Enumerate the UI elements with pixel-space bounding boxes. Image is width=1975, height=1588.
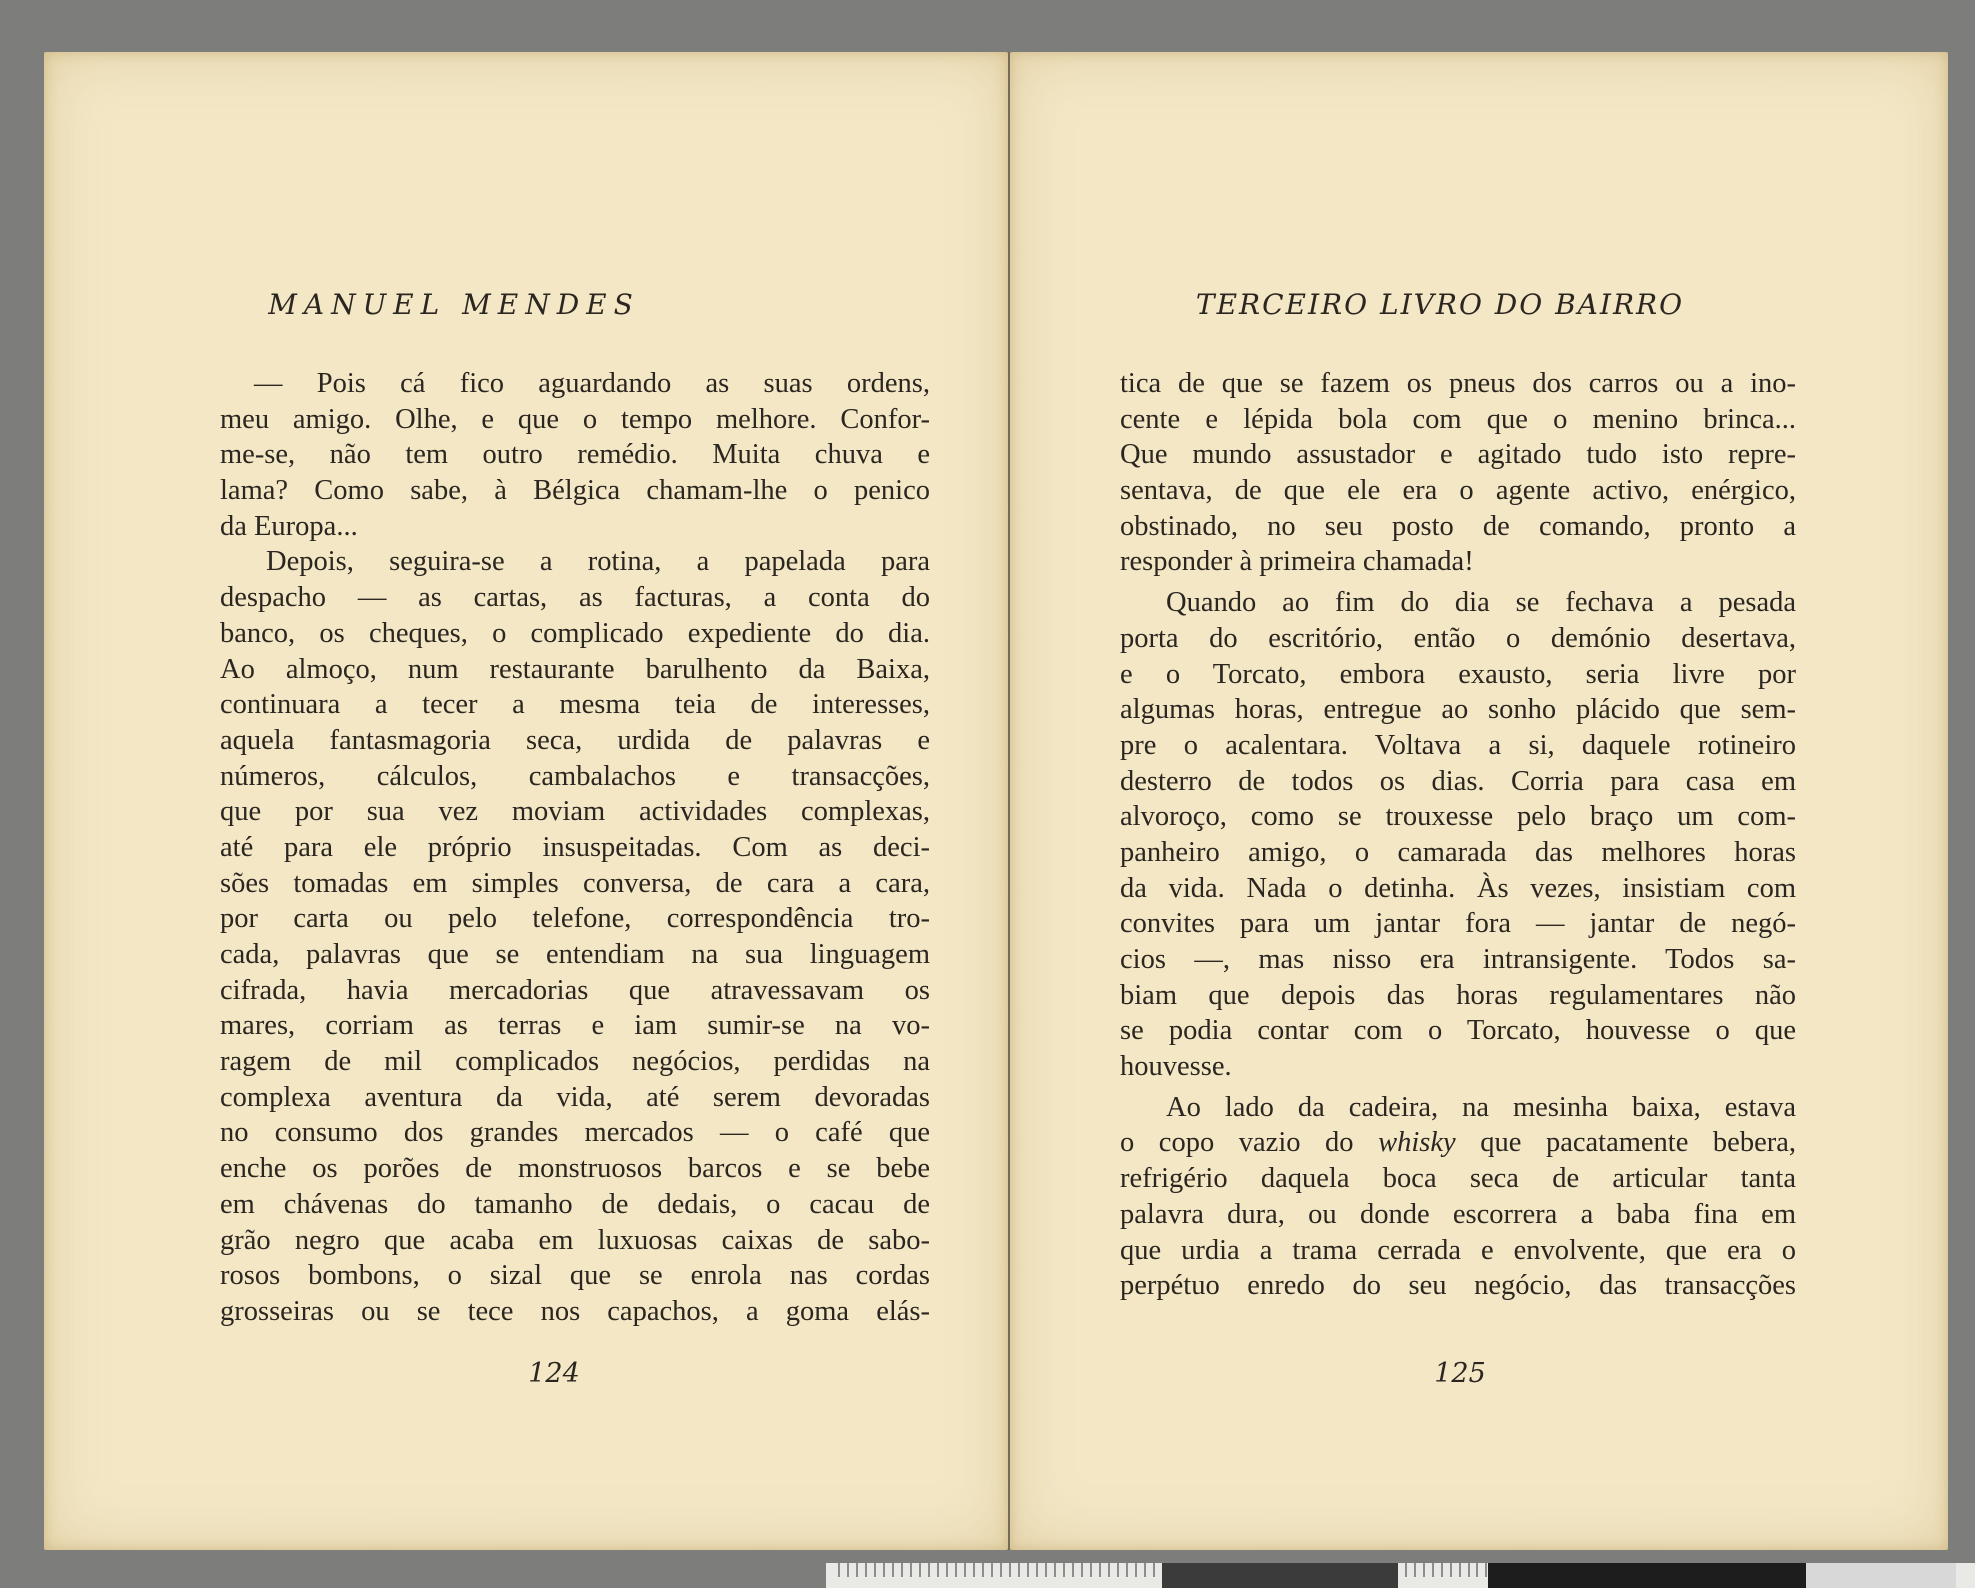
text-line: palavra dura, ou donde escorrera a baba fina em [1120, 1198, 1796, 1230]
text-line: rosos bombons, o sizal que se enrola nas cordas [220, 1260, 930, 1292]
text-line: sentava, de que ele era o agente activo, enérgico, [1120, 475, 1796, 507]
text-line: pre o acalentara. Voltava a si, daquele rotineiro [1120, 729, 1796, 761]
text-line: e o Torcato, embora exausto, seria livre por [1120, 658, 1796, 690]
text-line: algumas horas, entregue ao sonho plácido que sem- [1120, 694, 1796, 726]
text-line: sões tomadas em simples conversa, de cara a cara, [220, 867, 930, 899]
text-line: refrigério daquela boca seca de articular tanta [1120, 1163, 1796, 1195]
text-line: desterro de todos os dias. Corria para casa em [1120, 765, 1796, 797]
scale-ruler [826, 1563, 1975, 1588]
text-line: perpétuo enredo do seu negócio, das transacções [1120, 1270, 1796, 1302]
running-head-title: TERCEIRO LIVRO DO BAIRRO [1195, 288, 1685, 321]
text-line: mares, corriam as terras e iam sumir-se na vo- [220, 1010, 930, 1042]
text-line: que por sua vez moviam actividades complexas, [220, 796, 930, 828]
text-line: aquela fantasmagoria seca, urdida de palavras e [220, 724, 930, 756]
left-page [44, 52, 1008, 1550]
running-head-author: MANUEL MENDES [268, 288, 640, 321]
text-line: cada, palavras que se entendiam na sua linguagem [220, 939, 930, 970]
text-line: continuara a tecer a mesma teia de interesses, [220, 689, 930, 721]
text-line: da vida. Nada o detinha. Às vezes, insistiam com [1120, 872, 1796, 904]
text-line: despacho — as cartas, as facturas, a conta do [220, 582, 930, 614]
text-line: da Europa... [220, 510, 358, 542]
text-line: — Pois cá fico aguardando as suas ordens, [254, 368, 930, 399]
text-line: obstinado, no seu posto de comando, pronto a [1120, 510, 1796, 542]
page-number: 124 [528, 1358, 580, 1389]
text-line: números, cálculos, cambalachos e transacções, [220, 760, 930, 792]
text-line: grosseiras ou se tece nos capachos, a goma elás- [220, 1295, 930, 1327]
text-line: cente e lépida bola com que o menino brinca... [1120, 403, 1796, 435]
left-page-body [220, 366, 930, 1330]
text-line: em chávenas do tamanho de dedais, o cacau de [220, 1188, 930, 1220]
text-line: meu amigo. Olhe, e que o tempo melhore. Confor- [220, 403, 930, 435]
text-line: alvoroço, como se trouxesse pelo braço um com- [1120, 801, 1796, 833]
gray-patch [1162, 1563, 1398, 1588]
text-line: lama? Como sabe, à Bélgica chamam-lhe o penico [220, 475, 930, 507]
right-page-body [1120, 366, 1796, 1304]
text-line: Depois, seguira-se a rotina, a papelada para [266, 546, 930, 578]
white-patch [1806, 1563, 1956, 1588]
text-line: que urdia a trama cerrada e envolvente, que era o [1120, 1234, 1796, 1266]
text-line: convites para um jantar fora — jantar de negó- [1120, 908, 1796, 940]
text-line: porta do escritório, então o demónio desertava, [1120, 622, 1796, 654]
text-line: o copo vazio do whisky que pacatamente bebera, [1120, 1127, 1796, 1159]
text-line: banco, os cheques, o complicado expediente do dia. [220, 617, 930, 649]
page-number: 125 [1434, 1358, 1486, 1389]
text-line: se podia contar com o Torcato, houvesse o que [1120, 1015, 1796, 1047]
text-line: por carta ou pelo telefone, correspondência tro- [220, 903, 930, 935]
black-patch [1488, 1563, 1806, 1588]
text-line: complexa aventura da vida, até serem devoradas [220, 1081, 930, 1113]
text-line: me-se, não tem outro remédio. Muita chuva e [220, 439, 930, 471]
text-line: houvesse. [1120, 1051, 1232, 1083]
text-line: no consumo dos grandes mercados — o café que [220, 1117, 930, 1149]
right-page [1010, 52, 1948, 1550]
text-line: biam que depois das horas regulamentares não [1120, 979, 1796, 1011]
text-line: ragem de mil complicados negócios, perdidas na [220, 1046, 930, 1078]
text-line: tica de que se fazem os pneus dos carros ou a ino- [1120, 368, 1796, 399]
text-line: cios —, mas nisso era intransigente. Todos sa- [1120, 944, 1796, 975]
text-line: enche os porões de monstruosos barcos e se bebe [220, 1153, 930, 1185]
text-line: grão negro que acaba em luxuosas caixas de sabo- [220, 1224, 930, 1256]
text-line: até para ele próprio insuspeitadas. Com as deci- [220, 831, 930, 863]
text-line: Ao lado da cadeira, na mesinha baixa, estava [1166, 1091, 1796, 1123]
text-line: responder à primeira chamada! [1120, 546, 1474, 578]
text-line: Ao almoço, num restaurante barulhento da Baixa, [220, 653, 930, 685]
italic-word: whisky [1378, 1127, 1456, 1159]
text-line: Quando ao fim do dia se fechava a pesada [1166, 587, 1796, 619]
text-line: Que mundo assustador e agitado tudo isto repre- [1120, 439, 1796, 471]
text-line: panheiro amigo, o camarada das melhores horas [1120, 836, 1796, 868]
text-line: cifrada, havia mercadorias que atravessavam os [220, 974, 930, 1006]
